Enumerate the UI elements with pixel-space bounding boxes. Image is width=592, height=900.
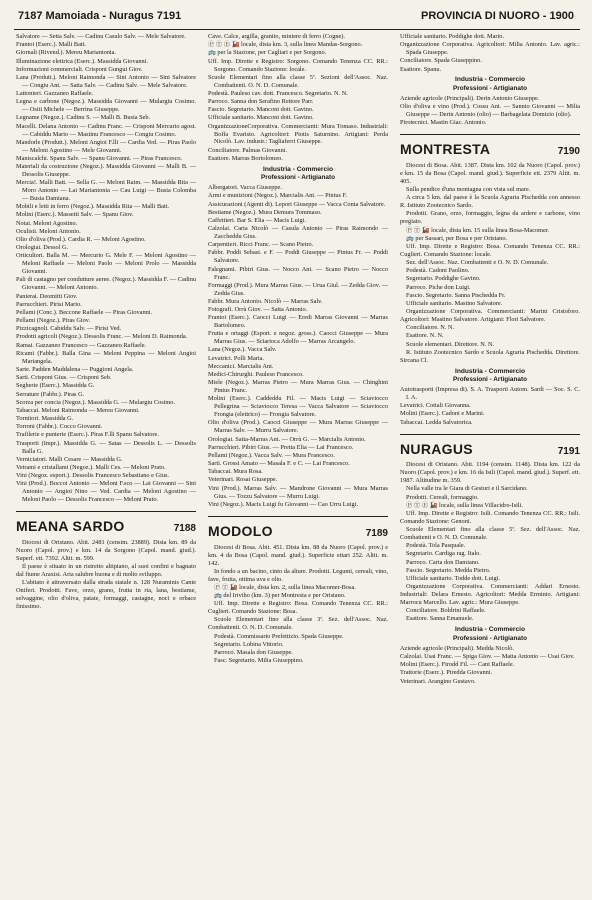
directory-entry: Lattonieri. Gazzaneo Raffaele. (16, 90, 94, 98)
intro-paragraph: Diocesi di Oristano. Abit. 2481 (censim. 23889). Dista km. 89 da Nuoro (Capol. prov.) e km. 14 da Sorgono (Capol. mand. giud.). Superf. ett. 7392. Altit. m. 599. (16, 538, 196, 562)
directory-entry: Mercia!. Malli Batt. — Sella G. — Meloni Raim. — Massidda Rita — Moro Antonio — Lai Mariantonia — Cau Luigi — Busia Colomba — Busia Damiana. (16, 179, 196, 203)
directory-entry: Verniciatori. Malli Cesare — Massidda G. (16, 455, 123, 463)
intro-paragraph: Segretario. Cardiga rag. Italo. (406, 550, 481, 558)
modolo-entries (400, 33, 580, 73)
directory-entry: Autotrasporti (Impresa di). S. A. Trasporti Autom. Sardi — Soc. S. C. I. A. (400, 386, 580, 402)
directory-entry: Molini (Eserc.). Massetti Salv. — Spanu Giov. (16, 211, 134, 219)
directory-entry: Uff. Imp. Dirette e Registro: Sorgono. Comando Tenenza CC. RR.: Sorgono. Comando Stazione: locale. (208, 57, 388, 73)
directory-entry: Sarte. Padden Maddalena — Puggioni Angela. (16, 365, 134, 373)
meana-sardo-intro (16, 539, 196, 611)
intro-paragraph: Sulla pendice d'una montagna con vista sul mare. (406, 186, 531, 194)
intro-paragraph: Organizzazione Corporativa. Commercianti: Addari Ernesto. Industriali: Delara Ernesto. Agricoltori: Medda Erminio. Artigiani: Marrocu Marcello. Lav. agric.: Mura Giuseppe. (400, 583, 580, 607)
intro-paragraph: Scuole elementari. Direttore. N. N. (406, 340, 495, 348)
intro-paragraph: Parroco. Carta don Damiano. (406, 558, 480, 566)
intro-paragraph: 🚌 per Sassari, per Bosa e per Oristano. (406, 234, 508, 242)
directory-entry: Orologiai. Dessol G. (16, 244, 69, 252)
directory-entry: Meccanici. Marcialis Ant. (208, 362, 274, 370)
nuragus-businesses (400, 645, 580, 686)
directory-entry: Frantoi (Eserc.). Malli Batt. (16, 41, 86, 49)
directory-entry: Sarti. Grossi Amato — Masala F. e C. — Lai Francesco. (208, 460, 350, 468)
directory-entry: Frantoi (Eserc.). Caocci Luigi — Eredi Marras Giovanni — Marras Bartolomeo. (208, 314, 388, 330)
directory-entry: Informazioni commerciali. Crisponi Gungui Giov. (16, 65, 143, 73)
directory-entry: Olio d'oliva (Prod.). Caocci Giuseppe — Mura Marras Giuseppe — Marras Salv. — Murru Salvatore. (208, 419, 388, 435)
directory-entry: Fascio. Segretario. Manconi dott. Gavino. (208, 106, 314, 114)
section-subtitle: Professioni - Artigianato (261, 174, 335, 182)
directory-entry: Molini (Eserc.). Firodd Fil. — Cani Raffaele. (400, 661, 515, 669)
intro-paragraph: A circa 5 km. dal paese è la Scuola Agraria Pischedda con annesso R. Istituto Zootecnico Sardo. (400, 194, 580, 210)
directory-entry: Fabbr. Poddi Sebast. e F. — Poddi Giuseppe — Pintus Fr. — Poddi Salvatore. (208, 249, 388, 265)
directory-entry: Molini (Eserc.). Caddeddu Fil. — Macis Luigi — Sciaviocco Pellegrina — Sciaviocco Teresa — Vacca Salvatore — Sciaviocco Frongia (elettrico) — Frongia Salvatore. (208, 395, 388, 419)
directory-entry: Podestà. Pauleso cav. dott. Francesco. Segretario. N. N. (208, 89, 348, 97)
page-header (14, 7, 580, 25)
directory-entry: Macelli. Delana Antonio — Cadinu Franc. — Crisponi Mercurio agost. — Cabiddu Mario — Mastinu Francesco — Congiu Cosimo. (16, 122, 196, 138)
directory-entry: Sarti. Crisponi Gius. — Crisponi Seb. (16, 374, 112, 382)
directory-entry: Tabaccai. Meloni Raimonda — Mereu Giovanni. (16, 406, 140, 414)
directory-entry: Falegnami. Pibiri Gius. — Nocco Ant. — Scano Pietro — Nocco Franc. (208, 265, 388, 281)
intro-paragraph: R. Istituto Zootecnico Sardo e Scuola Agraria Pischedda. Direttore. Sircana Cl. (400, 348, 580, 364)
directory-entry: Giornali (Rivend.). Mereu Mariantonia. (16, 49, 117, 57)
directory-entry: Salvatore — Setta Salv. — Cadinu Casulo Salv. — Mele Salvatore. (16, 33, 186, 40)
directory-entry: Carpentieri. Ricci Franc. — Scano Pietro. (208, 241, 314, 249)
intro-paragraph: Prodotti. Grano, orzo, formaggio, legna da ardere e carbone, vino pregiato. (400, 210, 580, 226)
town-code: 7188 (173, 523, 196, 535)
header-left: 7187 Mamoiada - Nuragus 7191 (18, 10, 182, 22)
section-subtitle: Professioni - Artigianato (453, 634, 527, 642)
directory-entry: Scorza per concia (Negoz.). Massidda G. — Mulargiu Cosimo. (16, 398, 176, 406)
directory-entry: Aziende agricole (Principali). Derin Antonio Giuseppe. (400, 94, 540, 102)
header-right: PROVINCIA DI NUORO - 1900 (420, 10, 574, 22)
intro-paragraph: Diocesi di Bosa. Abit. 451. Dista km. 88 da Nuoro (Capol. prov.) e km. 4 da Bosa (Capol. mand. giud.). Superficie ettari 252. Altit. m. 142. (208, 543, 388, 567)
section-subtitle: Professioni - Artigianato (453, 375, 527, 383)
intro-paragraph: Fascio. Segretario. Medda Pietro. (406, 566, 491, 574)
column-1 (16, 33, 196, 891)
intro-paragraph: Podestà. Tola Pasquale. (406, 542, 466, 550)
intro-paragraph: Ⓟ Ⓣ Ⓔ 🚂 locale, sulla linea Villacidro-Isili. (406, 501, 523, 509)
town-name: NURAGUS (400, 440, 473, 457)
directory-entry: Caffettieri. Bar S. Elia — Macis Luigi. (208, 216, 306, 224)
mamoiada-entries (16, 33, 196, 504)
directory-entry: Orticultori. Balla M. — Mercurio G. Mele F. — Meloni Agostino — Meloni Raffaele — Meloni Paolo — Meloni Prolo — Massidda Giovanni. (16, 252, 196, 276)
intro-paragraph: Ⓟ Ⓣ 🚂 locale, dista km. 2, sulla linea Macomer-Bosa. (214, 583, 356, 591)
directory-entry: Serrature (Fabbr.). Piras G. (16, 390, 85, 398)
intro-paragraph: Prodotti. Cereali, formaggio. (406, 493, 479, 501)
modolo-intro (208, 544, 388, 665)
intro-paragraph: Fasc. Segretario. Milia Giuseppino. (214, 657, 304, 665)
section-title: Industria - Commercio (455, 626, 525, 634)
directory-entry: Assicurazioni (Agenti di). Lepori Giuseppe — Vacca Conta Salvatore. (208, 200, 386, 208)
directory-entry: Conciliatore. Palmas Giovanni. (208, 146, 288, 154)
directory-entry: Oculisti. Meloni Antonio. (16, 227, 81, 235)
town-heading-montresta (400, 134, 580, 159)
intro-paragraph: Segretario. Lobina Vittorio. (214, 640, 284, 648)
montresta-businesses (400, 386, 580, 426)
nuragus-intro (400, 461, 580, 623)
town-heading-modolo (208, 516, 388, 541)
montresta-intro (400, 162, 580, 365)
directory-entry: Tabaccai. Ledda Salvatorica. (400, 418, 473, 426)
directory-entry: Materiali da costruzione (Negoz.). Massidda Giovanni — Malli B. — Dessolis Giuseppe. (16, 163, 196, 178)
meana-sardo-businesses (208, 184, 388, 509)
directory-entry: Medici-Chirurghi. Pauleso Francesco. (208, 371, 304, 378)
directory-entry: Ufficiale sanitario. Manconi dott. Gavino. (208, 114, 314, 122)
column-2 (208, 33, 388, 891)
directory-entry: Calzolai. Carta Nicolò — Casula Antonio — Piras Raimondo — Zaccheddu Gius. (208, 225, 388, 241)
directory-entry: Pirotecnici. Mastin Giac. Antonio. (400, 119, 487, 127)
directory-entry: Parrucchieri. Pirisi Mario. (16, 300, 82, 308)
intro-paragraph: L'abitato è attraversato dalla strada statale n. 128 Nuraminis Cante Oniferi. Prodotti. Fave, orzo, grano, frutta in ria, lana, bestiame, selvaggine, olio d'oliva, patate, formaggi, castagne, noci e orbace finissimo. (16, 579, 196, 611)
intro-paragraph: Conciliatore. Boldrini Raffaele. (406, 607, 486, 615)
town-name: MODOLO (208, 522, 273, 539)
directory-entry: Ricami (Fabbr.). Balla Gina — Meloni Peppina — Meloni Angioi Mariangela. (16, 349, 196, 365)
directory-entry: Conciliatore. Spada Giuseppino. (400, 57, 482, 65)
directory-entry: Mobili e letti in ferro (Negoz.). Massidda Rita — Malli Batt. (16, 203, 170, 211)
intro-paragraph: Sez. dell'Assoc. Naz. Combattenti e O. N. D. Comunale. (406, 259, 549, 267)
section-title: Industria - Commercio (455, 367, 525, 375)
directory-entry: Vini (Prod.). Boccoi Antonio — Meloni F.sco — Lai Giovanni — Sini Antonio — Angioi Nino — Ved. Cardia — Meloni Agostino — Meloni Paolo — Dessolis Francesco — Meloni Prato. (16, 480, 196, 504)
directory-entry: Pellami (Negoz.). Piras Giov. (16, 317, 91, 325)
town-code: 7191 (557, 445, 580, 457)
directory-entry: Maniscalchi. Spanu Salv. — Spanu Giovanni. — Piras Francesco. (16, 154, 183, 162)
directory-entry: Trafilerie e punterie (Eserc.). Piras F.lli Spanu Salvatore. (16, 431, 159, 439)
intro-paragraph: Uff. Imp. Dirette e Registro: Isili. Comando Tenenza CC. RR.: Isili. Comando Stazione: Genoni. (400, 509, 580, 525)
intro-paragraph: Scuole Elementari fino alla classe 3ª. Sez. dell'Assoc. Naz. Combattenti. O. N. D. Comunale. (208, 616, 388, 632)
intro-paragraph: Parroco. Masala don Giuseppe. (214, 648, 293, 656)
directory-entry: Albergatori. Vacca Giuseppe. (208, 184, 282, 192)
directory-entry: Prodotti agricoli (Negoz.). Dessolis Franc. — Meloni D. Raimonda. (16, 333, 188, 341)
directory-entry: Molini (Eserc.). Cadoni e Marini. (400, 410, 485, 418)
intro-paragraph: Ufficiale sanitario. Todde dott. Luigi. (406, 574, 500, 582)
directory-entry: Trattorie (Eserc.). Piredda Giovanni. (400, 669, 493, 677)
town-heading-nuragus (400, 434, 580, 459)
town-code: 7189 (365, 527, 388, 539)
directory-entry: Pellami (Negoz.). Vacca Salv. — Mura Francesco. (208, 451, 335, 459)
header-rule (14, 29, 580, 30)
intro-paragraph: Uff. Imp. Dirette e Registro: Bosa. Comando Tenenza CC. RR.: Cuglieri. Comando Stazione: locale. (400, 242, 580, 258)
directory-entry: Pellami (Conc.). Beccone Raffaele — Piras Giovanni. (16, 308, 153, 316)
modolo-businesses (400, 95, 580, 127)
intro-paragraph: Esattore. N. N. (406, 332, 444, 340)
intro-paragraph: Parroco. Piche don Luigi. (406, 283, 471, 291)
directory-entry: Aziende agricole (Principali). Medda Nicolò. (400, 644, 515, 652)
intro-paragraph: Segretario. Poddighe Gavino. (406, 275, 481, 283)
intro-paragraph: Organizzazione Corporativa. Commercianti: Marini Cristoforo. Agricoltori: Mastino Salvatore. Artigiani: Flori Salvatore. (400, 308, 580, 324)
town-heading-meana-sardo (16, 511, 196, 536)
directory-entry: Segherie (Eserc.). Massidda G. (16, 382, 95, 390)
directory-entry: Levatrici. Polli Maria. (208, 354, 264, 362)
directory-entry: Legna e carbone (Negoz.). Massidda Giovanni — Mulargiu Cosimo. — Ositi Michele — Berrina Giuseppe. (16, 98, 196, 114)
directory-entry: Ⓟ Ⓣ Ⓔ 🚂 locale, dista km. 3, sulla linea Mandas-Sorgono. (208, 41, 363, 49)
directory-entry: Cave. Calce, argilla, granito, miniere di ferro (Cogne). (208, 33, 345, 40)
directory-entry: Trasporti (Impr.). Massidda G. — Satas — Dessolis L. — Dessolis Balla G. (16, 439, 196, 455)
column-3 (400, 33, 580, 891)
town-name: MONTRESTA (400, 141, 491, 158)
directory-entry: Esattore. Marras Bortolomeo. (208, 154, 283, 162)
intro-paragraph: Conciliatore. N. N. (406, 324, 455, 332)
directory-entry: Esattore. Spanu. (400, 65, 442, 73)
intro-paragraph: Ⓟ Ⓣ 🚂 locale, dista km. 15 sulla linea Bosa-Macomer. (406, 226, 550, 234)
directory-entry: Orologiai. Satta-Marras Ant. — Orrù G. — Marcialis Antonio. (208, 435, 366, 443)
directory-entry: Olio d'oliva e vino (Prod.). Cossu Ant. — Sannio Giovanni — Milia Giuseppe — Derin Antonio (olio) — Barbagelata Domizio (olio). (400, 103, 580, 118)
town-name: MEANA SARDO (16, 518, 125, 535)
intro-paragraph: Scuole Elementari fino alla classe 5ª. Sez. dell'Assoc. Naz. Combattenti e O. N. D. Comunale. (400, 526, 580, 542)
directory-entry: Formaggi (Prod.). Mura Marras Gius. — Urua Giul. — Zedda Giov. — Zedda Gius. (208, 281, 388, 297)
directory-entry: Fotografi. Orrù Giov. — Satta Antonio. (208, 306, 308, 313)
intro-paragraph: Diocesi di Oristano. Abit. 1194 (censim. 1148). Dista km. 122 da Nuoro (Capol. prov.) e km. 16 da Isili (Capol. mand. giud.). Superf. ett. 1987. Altitudine m. 359. (400, 461, 580, 485)
directory-entry: Pizzicagnoli. Cabiddu Salv. — Pirisi Ved. (16, 325, 122, 333)
directory-entry: Panierai. Deomitti Giov. (16, 292, 78, 300)
directory-entry: Tabaccai. Mura Rosa. (208, 468, 263, 476)
section-subtitle: Professioni - Artigianato (453, 84, 527, 92)
directory-entry: Mandorle (Produtt.). Meloni Angioi F.lli — Cardia Ved. — Piras Paolo — Meloni Agostino — Mele Giovanni. (16, 138, 196, 154)
directory-entry: Ufficiale sanitario. Poddighe dott. Mario. (400, 33, 504, 40)
meana-sardo-entries (208, 33, 388, 163)
intro-paragraph: Esattore. Sanna Emanuele. (406, 615, 474, 623)
directory-entry: Vini (Negoz.). Macis Luigi fu Giovanni — Cao Urru Luigi. (208, 500, 359, 508)
directory-entry: OrganizzazioneCorporativa. Commercianti: Mura Tomaso. Industriali: Boffa Evaristo. Agricoltori: Piotis Saturnino. Artigiani: Perda Nicolò. Lav. industr.: Tagliaferri Giuseppe. (208, 122, 388, 146)
directory-entry: Organizzazione Corporativa. Agricoltori: Milia Antonio. Lav. agric.: Spada Giuseppe. (400, 41, 580, 57)
directory-entry: Pali di castagno per condutture aeree. (Negoz.). Massidda F. — Cadinu Giovanni. — Meloni Antonio. (16, 276, 196, 292)
directory-entry: Frutta e ortaggi (Esport. e negoz. gross.). Caocci Giuseppe — Mura Marras Gius. — Sciarioca Adolfo — Marras Arcangelo. (208, 330, 388, 346)
intro-paragraph: 🚌 del Iriviho (km. 3) per Montresta e per Oristano. (214, 592, 346, 600)
town-code: 7190 (557, 146, 580, 158)
directory-entry: Scuole Elementari fino alla classe 5ª. Sezioni dell'Assoc. Naz. Combattenti. O. N. D. Comunale. (208, 73, 388, 89)
intro-paragraph: Ufficiale sanitario. Mastino Salvatore. (406, 299, 503, 307)
intro-paragraph: Uff. Imp. Dirette e Registro: Bosa. Comando Tenenza CC. RR.: Cuglieri. Comando Stazione: Bosa. (208, 600, 388, 616)
intro-paragraph: Fascio. Segretario. Sanna Pischedda Fr. (406, 291, 506, 299)
intro-paragraph: Diocesi di Bosa. Abit. 1387. Dista km. 102 da Nuoro (Capol. prov.) e km. 15 da Bosa (Capol. mand. giud.). Superficie ett. 2379 Altit. m. 405. (400, 161, 580, 185)
directory-entry: Olio d'oliva (Prod.). Cardia R. — Meloni Agostino. (16, 235, 146, 243)
directory-entry: Lana (Produtt.). Meloni Raimonda — Sini Antonio — Sini Salvatore — Congiu Ant. — Satta Salv. — Cadinu Salv. — Mele Salvatore. (16, 73, 196, 89)
directory-entry: Veterinari. Rosai Giuseppe. (208, 476, 278, 484)
directory-entry: Vini (Prod.). Marras Salv. — Mandrone Giovanni — Mura Marras Gius. — Tozzu Salvatore — Murru Luigi. (208, 484, 388, 500)
directory-entry: Calzolai. Usai Franc. — Spiga Giov. — Matta Antonio — Usai Giov. (400, 652, 575, 660)
section-title: Industria - Commercio (263, 165, 333, 173)
directory-entry: Legname (Negoz.). Cadinu S. — Malli B. Busia Seb. (16, 114, 151, 122)
directory-entry: Notai. Meloni Agostino. (16, 219, 78, 227)
directory-entry: Torroni (Fabbr.). Cocco Giovanni. (16, 423, 103, 431)
directory-entry: Ramai. Gazzaneo Francesco — Gazzaneo Raffaele. (16, 341, 147, 349)
directory-entry: Tornitori. Massidda G. (16, 415, 74, 423)
directory-entry: Armi e munizioni (Negoz.). Marcialis Ant. — Pintus F. (208, 192, 348, 200)
intro-paragraph: Podestà. Cadoni Paolino. (406, 267, 470, 275)
intro-paragraph: Nella valle tra le Giara di Gesturi e il Sarcidano. (406, 485, 528, 493)
directory-entry: Miele (Negoz.). Marras Pietro — Mura Marras Gius. — Chinghini Pintus Franc. (208, 379, 388, 395)
directory-entry: Veterinari. Arangino Gustavo. (400, 677, 476, 685)
directory-entry: Vetrami e cristallami (Negoz.). Malli Ces. — Meloni Prato. (16, 463, 166, 471)
directory-entry: Lana (Negoz.). Vacca Salv. (208, 346, 277, 354)
intro-paragraph: In fondo a un bacino, cinto da alture. Prodotti. Legumi, cereali, vino, fave, frutta, ottima uva e olio. (208, 567, 388, 583)
directory-entry: Levatrici. Cottali Giovanna. (400, 402, 471, 410)
directory-entry: Illuminazione elettrica (Eserc.). Massidda Giovanni. (16, 57, 149, 65)
directory-entry: 🚌 per la Stazione, per Cagliari e per Sorgono. (208, 49, 327, 57)
directory-entry: Parroco. Sanna don Serafino Rettore Parr. (208, 98, 314, 105)
directory-entry: Parrucchieri. Pibiri Gius. — Pretta Elia — Lai Francesco. (208, 443, 354, 451)
directory-entry: Bestiame (Negoz.). Mura Demura Tommaso. (208, 208, 322, 216)
directory-entry: Vini (Negoz. esport.). Dessolis Francesco Sebastiano e Gius. (16, 472, 169, 480)
section-title: Industria - Commercio (455, 76, 525, 84)
directory-entry: Fabbr. Mura Antonio. Nicolò — Marras Salv. (208, 297, 323, 305)
intro-paragraph: Il paese è situato in un ristretto altipiano, al suoi confini e bagnato dal fiume Araxisi. Aria salubre buona e di molto sviluppo. (16, 563, 196, 579)
intro-paragraph: Podestà. Commissario Prefettizio. Spada Giuseppe. (214, 632, 344, 640)
